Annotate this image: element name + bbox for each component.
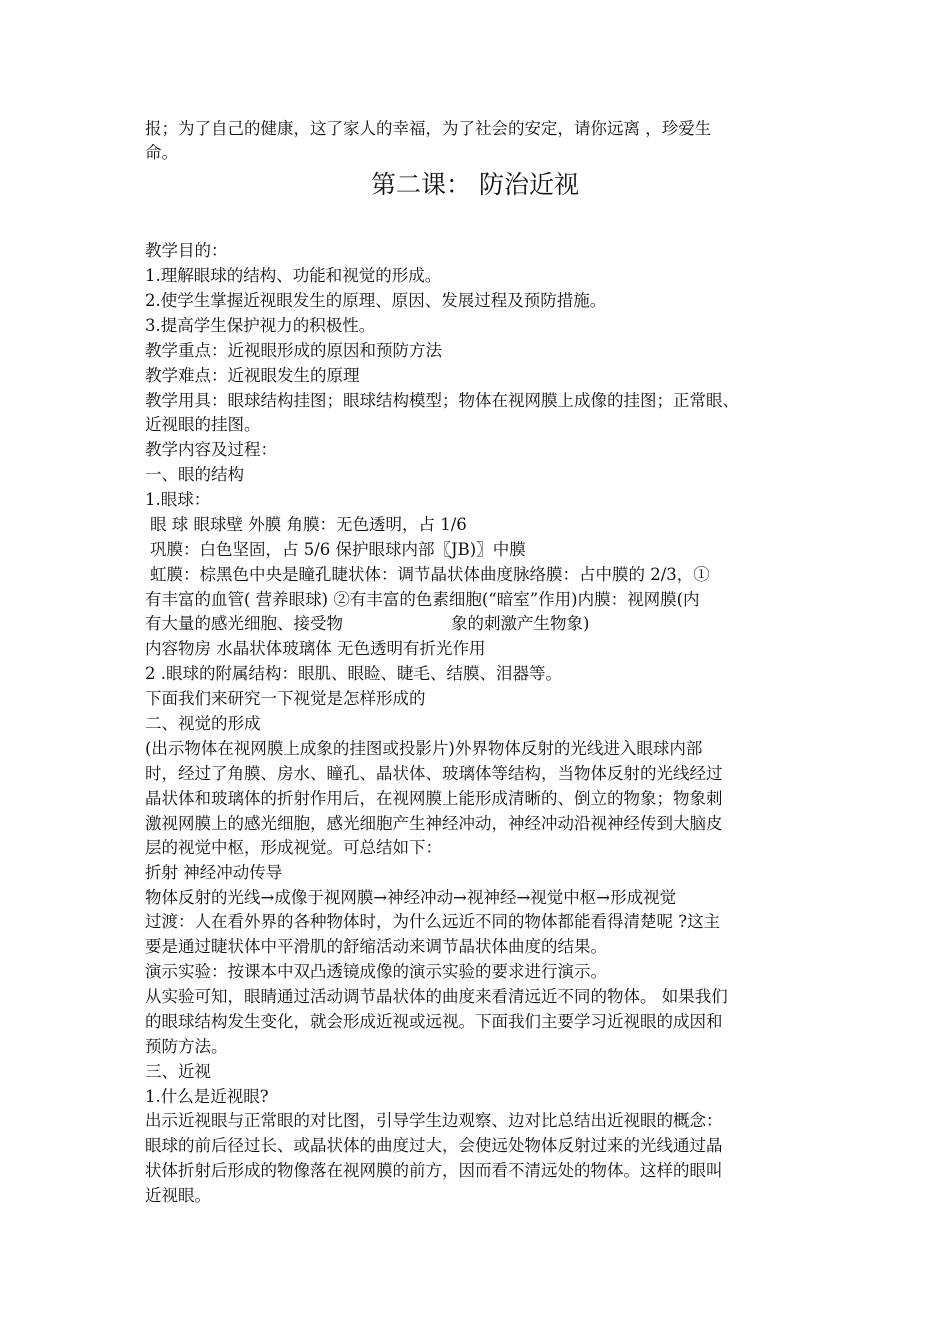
text-line: 晶状体和玻璃体的折射作用后，在视网膜上能形成清晰的、倒立的物象；物象刺 xyxy=(145,789,723,808)
text-line: (出示物体在视网膜上成象的挂图或投影片)外界物体反射的光线进入眼球内部 xyxy=(145,739,703,758)
text-line: 眼 球 眼球壁 外膜 角膜：无色透明，占 1/6 xyxy=(150,515,467,534)
lesson-title: 第二课： 防治近视 xyxy=(371,170,579,199)
text-line: 教学内容及过程： xyxy=(145,440,277,459)
text-line: 物体反射的光线→成像于视网膜→神经冲动→视神经→视觉中枢→形成视觉 xyxy=(145,888,677,907)
text-line: 层的视觉中枢，形成视觉。可总结如下： xyxy=(145,838,442,857)
text-line: 从实验可知，眼睛通过活动调节晶状体的曲度来看清远近不同的物体。 如果我们 xyxy=(145,987,728,1006)
text-line: 命。 xyxy=(145,143,178,162)
section-heading: 一、眼的结构 xyxy=(145,465,244,484)
text-line: 时，经过了角膜、房水、瞳孔、晶状体、玻璃体等结构，当物体反射的光线经过 xyxy=(145,764,723,783)
text-line: 下面我们来研究一下视觉是怎样形成的 xyxy=(145,689,426,708)
text-line: 1.眼球： xyxy=(145,490,211,509)
section-heading: 三、近视 xyxy=(145,1062,211,1081)
text-line: 折射 神经冲动传导 xyxy=(145,863,283,882)
text-line: 出示近视眼与正常眼的对比图，引导学生边观察、边对比总结出近视眼的概念： xyxy=(145,1111,723,1130)
text-line: 预防方法。 xyxy=(145,1037,228,1056)
text-line: 的眼球结构发生变化，就会形成近视或远视。下面我们主要学习近视眼的成因和 xyxy=(145,1012,723,1031)
text-line: 1.什么是近视眼? xyxy=(145,1087,269,1106)
text-line: 教学目的： xyxy=(145,241,228,260)
text-line: 内容物房 水晶状体玻璃体 无色透明有折光作用 xyxy=(145,639,486,658)
text-fragment: 象的刺激产生物象) xyxy=(451,614,590,633)
section-heading: 二、视觉的形成 xyxy=(145,714,261,733)
text-fragment: 有大量的感光细胞、接受物 xyxy=(145,614,343,633)
text-line: 2 .眼球的附属结构：眼肌、眼睑、睫毛、结膜、泪器等。 xyxy=(145,664,562,683)
text-line: 近视眼。 xyxy=(145,1186,211,1205)
text-line: 报；为了自己的健康，这了家人的幸福，为了社会的安定，请你远离 ，珍爱生 xyxy=(145,119,712,138)
text-line: 激视网膜上的感光细胞，感光细胞产生神经冲动，神经冲动沿视神经传到大脑皮 xyxy=(145,814,723,833)
text-line: 虹膜：棕黑色中央是瞳孔睫状体：调节晶状体曲度脉络膜：占中膜的 2/3，① xyxy=(150,565,710,584)
text-line: 1.理解眼球的结构、功能和视觉的形成。 xyxy=(145,266,442,285)
text-line: 过渡：人在看外界的各种物体时，为什么远近不同的物体都能看得清楚呢 ?这主 xyxy=(145,912,721,931)
text-line: 教学难点：近视眼发生的原理 xyxy=(145,366,360,385)
text-line: 眼球的前后径过长、或晶状体的曲度过大，会使远处物体反射过来的光线通过晶 xyxy=(145,1136,723,1155)
text-line xyxy=(145,612,820,636)
text-line: 近视眼的挂图。 xyxy=(145,415,261,434)
text-line: 教学用具：眼球结构挂图；眼球结构模型；物体在视网膜上成像的挂图；正常眼、 xyxy=(145,391,739,410)
text-line: 要是通过睫状体中平滑肌的舒缩活动来调节晶状体曲度的结果。 xyxy=(145,937,607,956)
text-line: 状体折射后形成的物像落在视网膜的前方，因而看不清远处的物体。这样的眼叫 xyxy=(145,1161,723,1180)
text-line: 巩膜：白色坚固，占 5/6 保护眼球内部〖JB)〗中膜 xyxy=(150,540,526,559)
text-line: 演示实验：按课本中双凸透镜成像的演示实验的要求进行演示。 xyxy=(145,962,607,981)
text-line: 教学重点：近视眼形成的原因和预防方法 xyxy=(145,341,442,360)
text-line: 有丰富的血管( 营养眼球) ②有丰富的色素细胞(“暗室”作用)内膜：视网膜(内 xyxy=(145,590,700,609)
text-line: 2.使学生掌握近视眼发生的原理、原因、发展过程及预防措施。 xyxy=(145,291,607,310)
text-line: 3.提高学生保护视力的积极性。 xyxy=(145,316,376,335)
